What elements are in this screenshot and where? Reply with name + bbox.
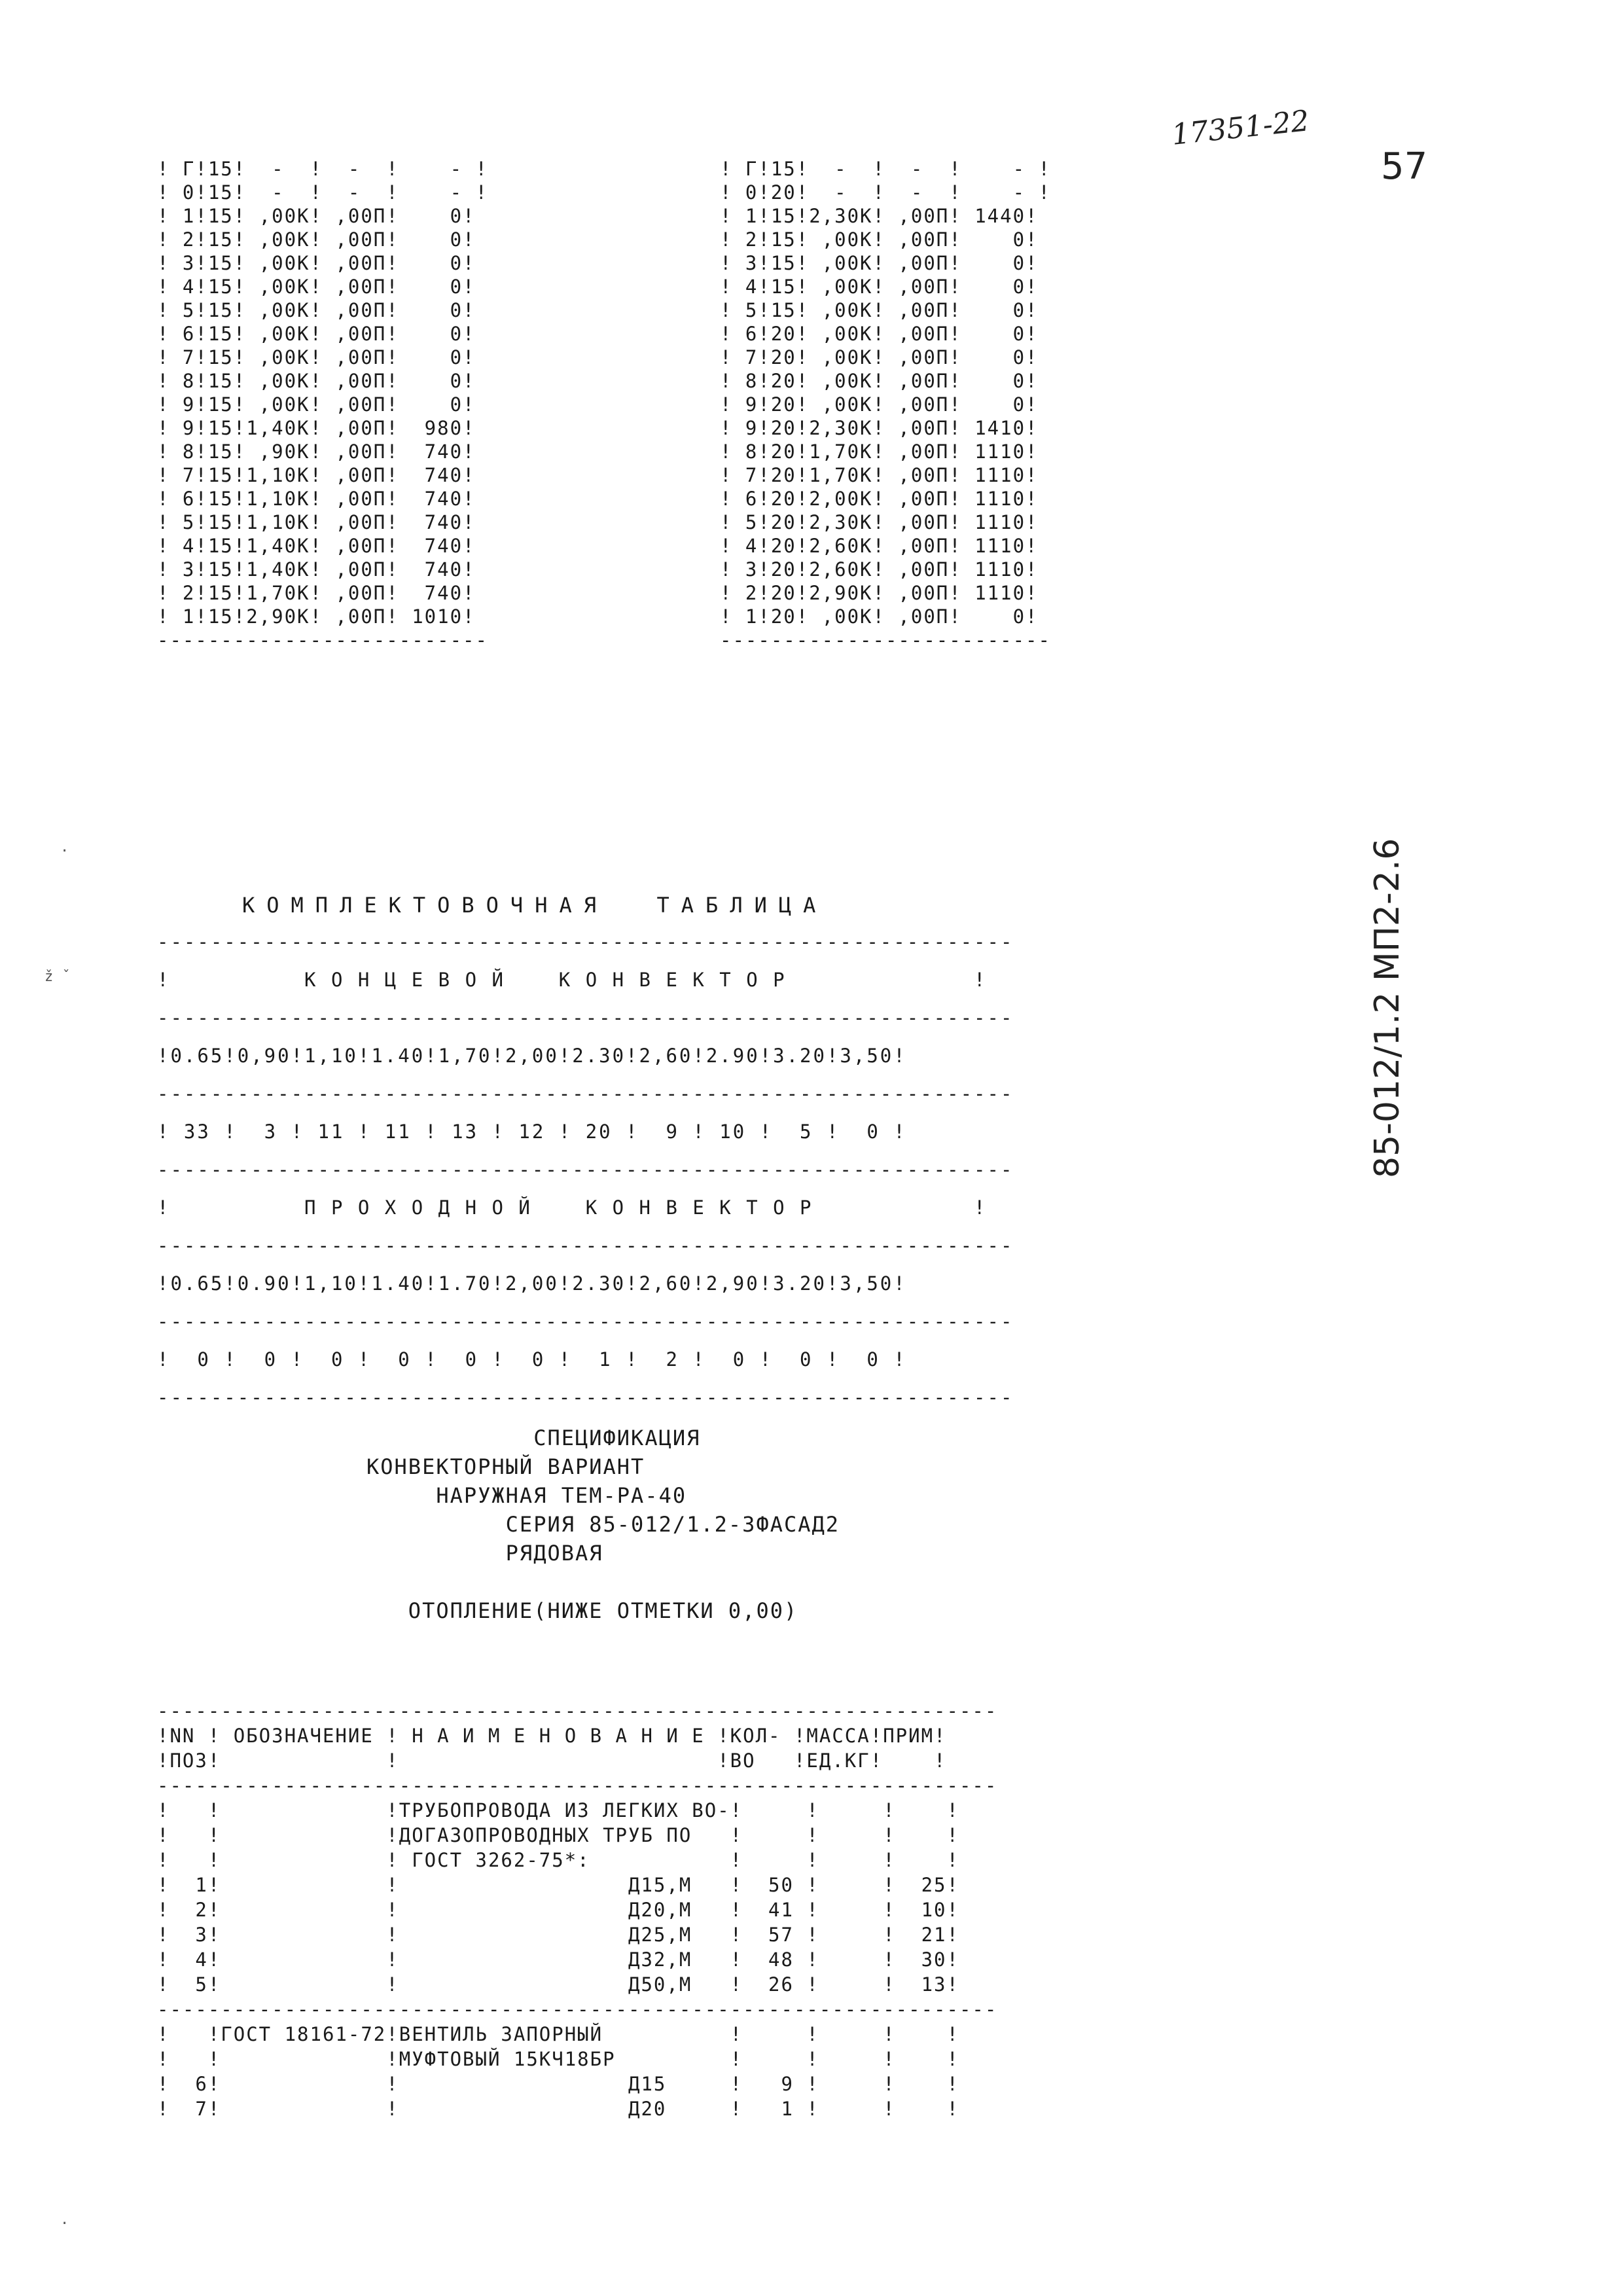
scan-mark: ž ˇ (45, 969, 71, 985)
table-row: ! 6!15! ,00К! ,00П! 0! (157, 323, 476, 345)
table-row: ! 8!15! ,90К! ,00П! 740! (157, 440, 476, 463)
spec-table-row: ! 7! ! Д20 ! 1 ! ! ! (157, 2098, 959, 2120)
table-row: ! 4!15! ,00К! ,00П! 0! (157, 276, 476, 298)
table-row: ! 3!20!2,60К! ,00П! 1110! (720, 558, 1039, 581)
table-row: ! 2!20!2,90К! ,00П! 1110! (720, 582, 1039, 604)
table-row: ! 6!20!2,00К! ,00П! 1110! (720, 488, 1039, 510)
table-row: ! 1!20! ,00К! ,00П! 0! (720, 605, 1039, 628)
spec-table-row: ! ! !ТРУБОПРОВОДА ИЗ ЛЕГКИХ ВО-! ! ! ! (157, 1799, 959, 1821)
kit-table (157, 923, 1014, 1416)
right-data-table (720, 157, 1051, 652)
table-row: ! 5!15! ,00К! ,00П! 0! (720, 299, 1039, 321)
kit-table-row: ! К О Н Ц Е В О Й К О Н В Е К Т О Р ! (157, 969, 988, 991)
specification-table (157, 1698, 997, 2121)
kit-table-row: ---------------------------------------------------------------- (157, 1007, 1014, 1029)
table-row: ! 2!15!1,70К! ,00П! 740! (157, 582, 476, 604)
kit-table-row: ---------------------------------------------------------------- (157, 931, 1014, 953)
table-row: ! 6!20! ,00К! ,00П! 0! (720, 323, 1039, 345)
table-row: ! 4!15!1,40К! ,00П! 740! (157, 535, 476, 557)
spec-table-row: ! 4! ! Д32,М ! 48 ! ! 30! (157, 1948, 959, 1971)
handwritten-side-code: 85-012/1.2 МП2-2.6 (1368, 838, 1407, 1178)
table-row: ! 9!15!1,40К! ,00П! 980! (157, 417, 476, 439)
kit-table-row: ---------------------------------------------------------------- (157, 1158, 1014, 1181)
table-row: ! 5!15! ,00К! ,00П! 0! (157, 299, 476, 321)
table-row: ! 5!15!1,10К! ,00П! 740! (157, 511, 476, 533)
table-row: ! 9!15! ,00К! ,00П! 0! (157, 393, 476, 416)
table-row: ! 4!20!2,60К! ,00П! 1110! (720, 535, 1039, 557)
table-row: ! 3!15! ,00К! ,00П! 0! (720, 252, 1039, 274)
table-row: -------------------------- (720, 629, 1051, 651)
table-row: ! 7!20!1,70К! ,00П! 1110! (720, 464, 1039, 486)
table-row: ! 1!15!2,90К! ,00П! 1010! (157, 605, 476, 628)
table-row: ! 2!15! ,00К! ,00П! 0! (720, 228, 1039, 251)
specification-line: РЯДОВАЯ (366, 1541, 603, 1566)
spec-table-row: ! !ГОСТ 18161-72!ВЕНТИЛЬ ЗАПОРНЫЙ ! ! ! ! (157, 2023, 959, 2045)
table-row: ! 6!15!1,10К! ,00П! 740! (157, 488, 476, 510)
specification-heading (366, 1424, 840, 1625)
table-row: ! 3!15! ,00К! ,00П! 0! (157, 252, 476, 274)
table-row: ! Г!15! - ! - ! - ! (720, 158, 1051, 180)
kit-table-row: ! 0 ! 0 ! 0 ! 0 ! 0 ! 0 ! 1 ! 2 ! 0 ! 0 ! 0 ! (157, 1348, 907, 1371)
table-row: ! 8!15! ,00К! ,00П! 0! (157, 370, 476, 392)
specification-line: СПЕЦИФИКАЦИЯ (366, 1426, 701, 1450)
table-row: ! 8!20!1,70К! ,00П! 1110! (720, 440, 1039, 463)
table-row: ! 1!15! ,00К! ,00П! 0! (157, 205, 476, 227)
spec-table-row: ! 3! ! Д25,М ! 57 ! ! 21! (157, 1924, 959, 1946)
spec-table-row: ! 2! ! Д20,М ! 41 ! ! 10! (157, 1899, 959, 1921)
spec-table-row: ! 6! ! Д15 ! 9 ! ! ! (157, 2073, 959, 2095)
spec-table-row: ! ! !ДОГАЗОПРОВОДНЫХ ТРУБ ПО ! ! ! ! (157, 1824, 959, 1846)
spec-table-row: ! ! ! ГОСТ 3262-75*: ! ! ! ! (157, 1849, 959, 1871)
table-row: ! Г!15! - ! - ! - ! (157, 158, 488, 180)
left-data-table (157, 157, 488, 652)
table-row: -------------------------- (157, 629, 488, 651)
kit-table-row: !0.65!0,90!1,10!1.40!1,70!2,00!2.30!2,60!2.90!3.20!3,50! (157, 1045, 907, 1067)
table-row: ! 9!20!2,30К! ,00П! 1410! (720, 417, 1039, 439)
spec-table-row: ------------------------------------------------------------------ (157, 1774, 998, 1797)
table-row: ! 1!15!2,30К! ,00П! 1440! (720, 205, 1039, 227)
kit-table-row: ! П Р О Х О Д Н О Й К О Н В Е К Т О Р ! (157, 1196, 988, 1219)
spec-table-row: ------------------------------------------------------------------ (157, 1998, 998, 2020)
specification-line (366, 1568, 840, 1596)
table-row: ! 8!20! ,00К! ,00П! 0! (720, 370, 1039, 392)
table-row: ! 0!15! - ! - ! - ! (157, 181, 488, 204)
spec-table-row: !NN ! ОБОЗНАЧЕНИЕ ! Н А И М Е Н О В А Н И Е !КОЛ- !МАССА!ПРИМ! (157, 1725, 947, 1747)
table-row: ! 3!15!1,40К! ,00П! 740! (157, 558, 476, 581)
table-row: ! 9!20! ,00К! ,00П! 0! (720, 393, 1039, 416)
specification-line: ОТОПЛЕНИЕ(НИЖЕ ОТМЕТКИ 0,00) (366, 1598, 798, 1623)
spec-table-row: ! ! !МУФТОВЫЙ 15КЧ18БР ! ! ! ! (157, 2048, 959, 2070)
table-row: ! 0!20! - ! - ! - ! (720, 181, 1051, 204)
handwritten-doc-number: 17351-22 (1169, 104, 1311, 152)
scan-mark: · (60, 2215, 69, 2232)
kit-table-title: КОМПЛЕКТОВОЧНАЯ ТАБЛИЦА (242, 893, 828, 918)
kit-table-row: !0.65!0.90!1,10!1.40!1.70!2,00!2.30!2,60!2,90!3.20!3,50! (157, 1272, 907, 1295)
spec-table-row: ! 1! ! Д15,М ! 50 ! ! 25! (157, 1874, 959, 1896)
scan-mark: · (60, 843, 69, 859)
table-row: ! 5!20!2,30К! ,00П! 1110! (720, 511, 1039, 533)
specification-line: СЕРИЯ 85-012/1.2-3ФАСАД2 (366, 1512, 840, 1537)
kit-table-row: ---------------------------------------------------------------- (157, 1234, 1014, 1257)
table-row: ! 7!15! ,00К! ,00П! 0! (157, 346, 476, 368)
specification-line: НАРУЖНАЯ ТЕМ-РА-40 (366, 1483, 687, 1508)
spec-table-row: ------------------------------------------------------------------ (157, 1700, 998, 1722)
table-row: ! 4!15! ,00К! ,00П! 0! (720, 276, 1039, 298)
spec-table-row: ! 5! ! Д50,М ! 26 ! ! 13! (157, 1973, 959, 1996)
kit-table-row: ! 33 ! 3 ! 11 ! 11 ! 13 ! 12 ! 20 ! 9 ! 10 ! 5 ! 0 ! (157, 1121, 907, 1143)
kit-table-row: ---------------------------------------------------------------- (157, 1310, 1014, 1333)
table-row: ! 7!20! ,00К! ,00П! 0! (720, 346, 1039, 368)
kit-table-row: ---------------------------------------------------------------- (157, 1386, 1014, 1408)
table-row: ! 2!15! ,00К! ,00П! 0! (157, 228, 476, 251)
table-row: ! 7!15!1,10К! ,00П! 740! (157, 464, 476, 486)
page-number: 57 (1381, 145, 1428, 188)
spec-table-row: !ПОЗ! ! !ВО !ЕД.КГ! ! (157, 1749, 947, 1772)
specification-line: КОНВЕКТОРНЫЙ ВАРИАНТ (366, 1454, 645, 1479)
kit-table-row: ---------------------------------------------------------------- (157, 1083, 1014, 1105)
